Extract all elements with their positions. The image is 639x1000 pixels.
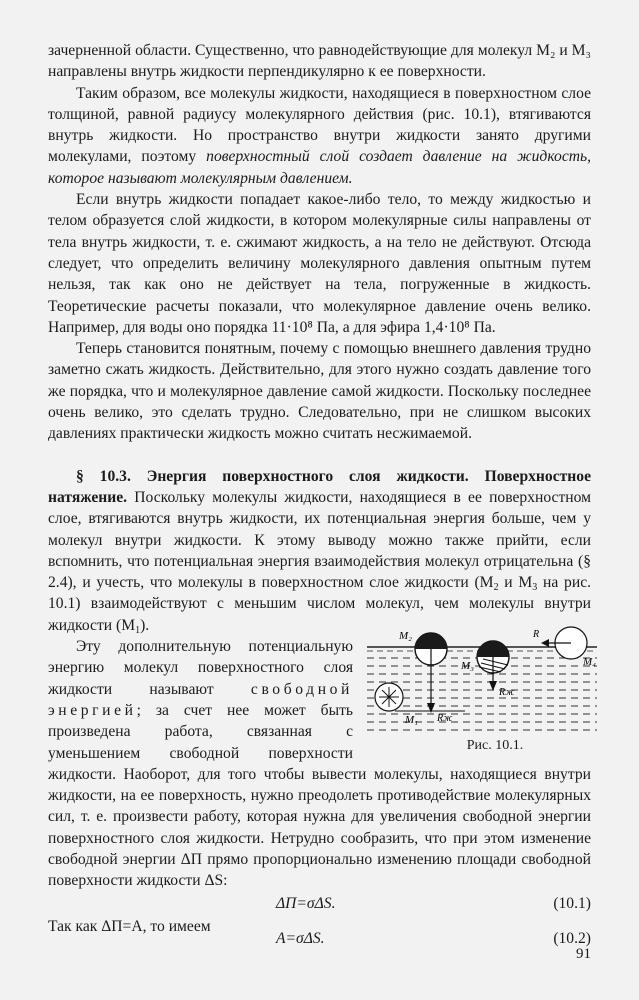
equation-formula: ΔП=σΔS.	[276, 894, 336, 912]
paragraph-body-in-liquid: Если внутрь жидкости попадает какое-либо тело, то между жидкостью и телом образуется слой жидкости, в котором молекулярные силы направлены от тела внутрь жидкости, т. е. сжимают жидкость, а на тело не действуют. Отсюда следует, что определить величину молекулярного давления опытным путем нельзя, так как оно не действует на тела, погруженные в жидкость. Теоретические расчеты показали, что молекулярное давление очень велико. Например, для воды оно порядка 11·10⁸ Па, а для эфира 1,4·10⁸ Па.	[48, 191, 591, 336]
equation-lead-in: Так как ΔП=A, то имеем	[48, 917, 211, 935]
label-rzh-m2: Rж	[437, 712, 453, 724]
equation-10-2	[48, 915, 591, 947]
paragraph-molecular-pressure	[48, 83, 591, 189]
paragraph-text: ; за счет нее может быть произведена работа, связанная с уменьшением свободной поверхности жидкости. Наоборот, для того чтобы вывести молекулы, находящиеся внутри жидкости, на ее поверхность, нужно преодолеть противодействие молекулярных сил, т. е. произвести работу, которая нужна для увеличения свободной энергии поверхностного слоя жидкости. Нетрудно сообразить, что при этом изменение свободной энергии ΔП прямо пропорционально изменению площади свободной поверхности жидкости ΔS:	[48, 701, 591, 890]
subscript: 2	[493, 582, 499, 594]
paragraph-text: Таким образом, все молекулы жидкости, находящиеся в поверхностном слое толщиной, равной радиусу молекулярного действия (рис. 10.1), втягиваются внутрь жидкости. Но пространство внутри жидкости занято другими молекулами, поэтому	[48, 84, 591, 166]
equation-10-1	[48, 892, 591, 915]
definition-italic: поверхностный слой создает давление на жидкость, которое называют молекулярным давлением.	[48, 148, 591, 187]
section-heading: § 10.3. Энергия поверхностного слоя жидкости. Поверхностное натяжение.	[48, 467, 591, 506]
paragraph-text: Эту дополнительную потенциальную энергию молекул поверхностного слоя жидкости называют	[48, 638, 353, 698]
paragraph-continuation: зачерненной области. Существенно, что равнодействующие для молекул M₂ и M₃ направлены внутрь жидкости перпендикулярно к ее поверхности.	[48, 42, 591, 81]
subscript: 3	[532, 582, 538, 594]
section-text: ).	[140, 616, 150, 634]
equation-formula: A=σΔS.	[276, 929, 325, 947]
subscript: 1	[135, 624, 141, 636]
page-number: 91	[576, 946, 591, 962]
figure-10-1	[365, 621, 597, 753]
label-r: R	[533, 628, 540, 640]
label-m3: M₃	[461, 659, 474, 672]
section-gap	[48, 445, 591, 466]
spaced-term: свободной энергией	[48, 680, 353, 719]
figure-caption: Рис. 10.1.	[466, 737, 524, 753]
section-text: на рис. 10.1) взаимодействуют с меньшим числом молекул, чем молекулы внутри жидкости (M	[48, 574, 592, 634]
paragraph-incompressibility: Теперь становится понятным, почему с помощью внешнего давления трудно заметно сжать жидкость. Действительно, для этого нужно создать давление того же порядка, что и молекулярное давление самой жидкости. Поскольку последнее очень велико, это сделать трудно. Следовательно, при не слишком высоких давлениях практически жидкость можно считать несжимаемой.	[48, 340, 591, 443]
label-m1: M₁	[405, 713, 418, 726]
label-rzh-m3: Rж	[499, 686, 515, 698]
equation-number: (10.1)	[553, 894, 591, 912]
molecules-diagram	[365, 625, 597, 733]
section-text: и M	[498, 574, 533, 592]
equation-number: (10.2)	[553, 929, 591, 947]
label-m2: M₂	[399, 629, 412, 642]
label-m4: M₄	[583, 655, 596, 668]
section-text: Поскольку молекулы жидкости, находящиеся в ее поверхностном слое, втягиваются внутрь жидкости, их потенциальная энергия больше, чем у молекул внутри жидкости. К этому выводу можно также прийти, если вспомнить, что потенциальная энергия взаимодействия молекул отрицательна (§ 2.4), и учесть, что молекулы в поверхностном слое жидкости (M	[48, 488, 591, 592]
